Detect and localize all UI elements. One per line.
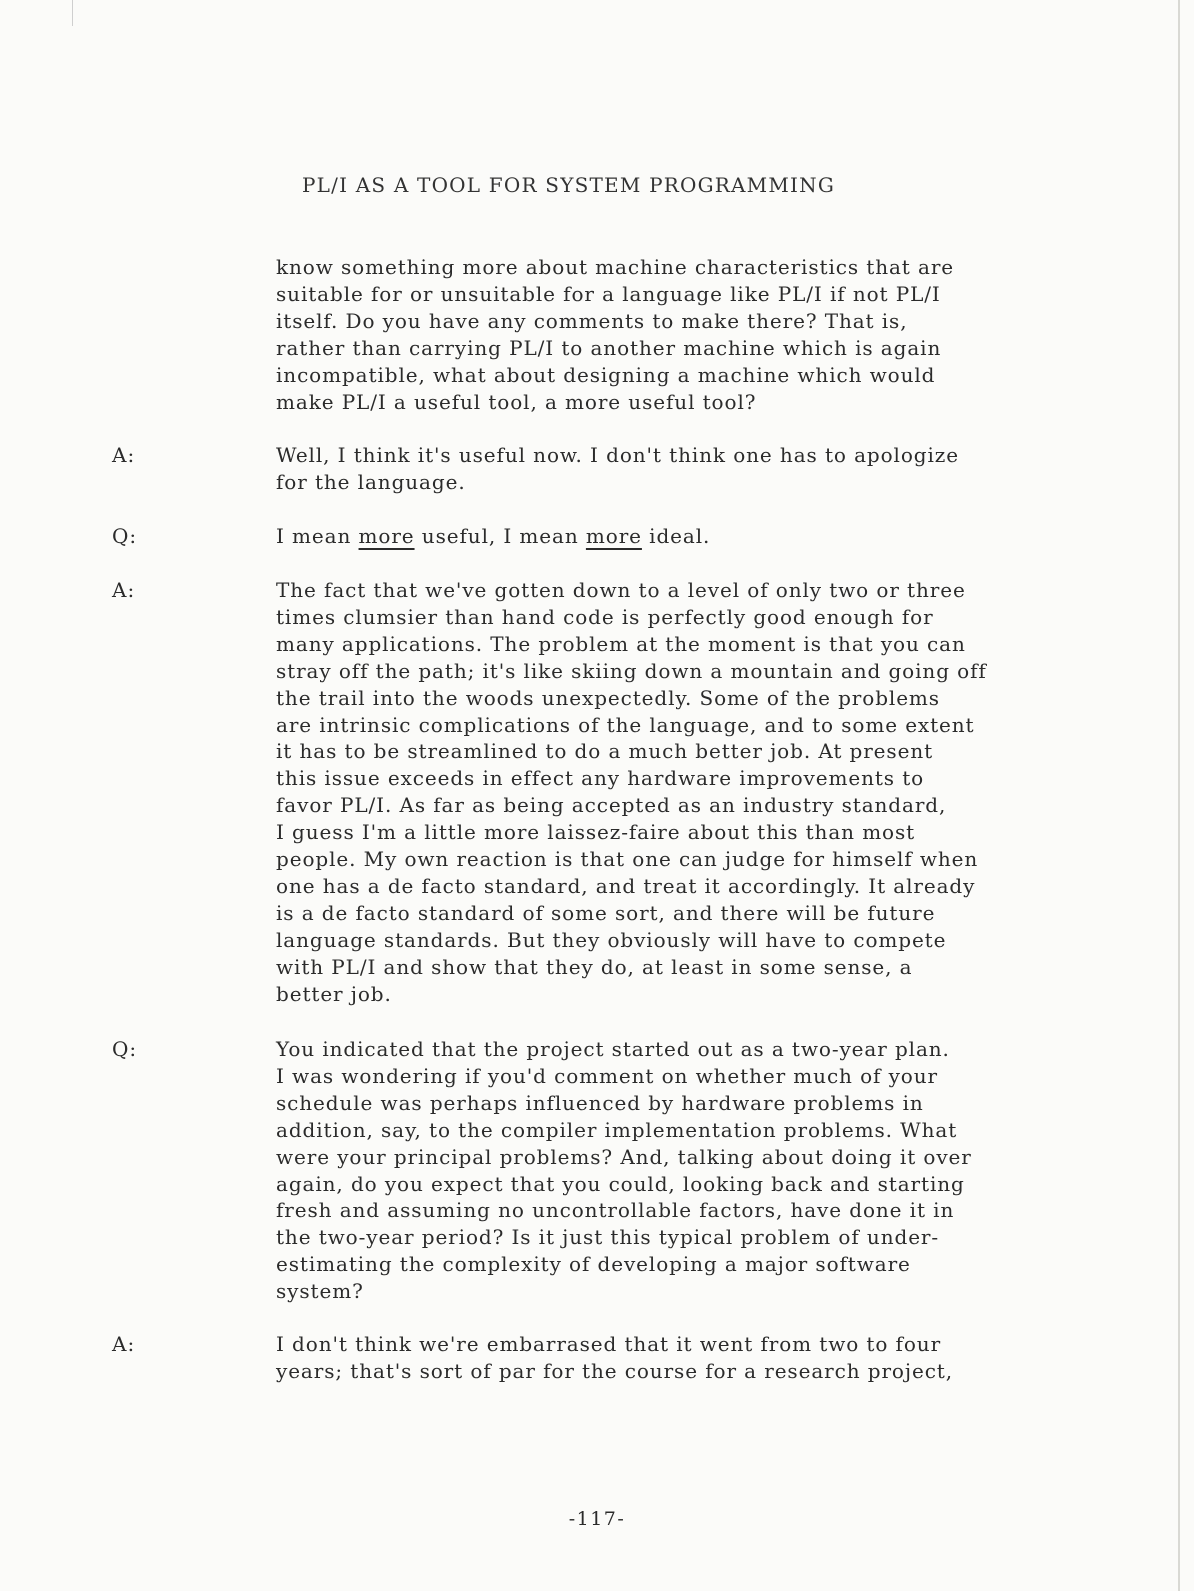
text-line: are intrinsic complications of the language, and to some extent — [276, 712, 975, 737]
text-segment: ideal. — [641, 524, 711, 548]
text-line: people. My own reaction is that one can judge for himself when — [276, 847, 979, 872]
text-line: better job. — [276, 981, 392, 1006]
text-line: make PL/I a useful tool, a more useful tool? — [276, 389, 757, 414]
text-line: schedule was perhaps influenced by hardware problems in — [276, 1090, 924, 1115]
text-line: times clumsier than hand code is perfectly good enough for — [276, 604, 934, 629]
text-line — [276, 523, 1066, 550]
text-line: know something more about machine characteristics that are — [276, 255, 955, 279]
text-line: the two-year period? Is it just this typical problem of under- — [276, 1225, 940, 1250]
text-line: incompatible, what about designing a machine which would — [276, 362, 936, 387]
text-line: years; that's sort of par for the course for a research project, — [276, 1358, 953, 1383]
text-line: this issue exceeds in effect any hardware improvements to — [276, 766, 925, 791]
text-line: many applications. The problem at the moment is that you can — [276, 631, 966, 656]
question-paragraph — [276, 1036, 1066, 1305]
text-line: stray off the path; it's like skiing down a mountain and going off — [276, 658, 987, 683]
text-line: again, do you expect that you could, looking back and starting — [276, 1171, 965, 1196]
text-line: suitable for or unsuitable for a language like PL/I if not PL/I — [276, 281, 941, 306]
text-line: language standards. But they obviously will have to compete — [276, 927, 947, 952]
page-number: -117- — [568, 1508, 626, 1530]
answer-paragraph — [276, 442, 1066, 496]
speaker-label: A: — [112, 443, 136, 467]
speaker-label: A: — [112, 1332, 136, 1356]
text-line: for the language. — [276, 469, 466, 494]
scan-edge-mark — [72, 0, 73, 26]
text-line: I was wondering if you'd comment on whether much of your — [276, 1063, 938, 1088]
text-line: it has to be streamlined to do a much better job. At present — [276, 739, 934, 764]
text-line: is a de facto standard of some sort, and there will be future — [276, 900, 936, 925]
continuation-paragraph — [276, 254, 1066, 415]
text-line: with PL/I and show that they do, at least in some sense, a — [276, 954, 913, 979]
text-line: fresh and assuming no uncontrollable factors, have done it in — [276, 1198, 955, 1223]
running-head: PL/I AS A TOOL FOR SYSTEM PROGRAMMING — [302, 173, 836, 197]
text-line: one has a de facto standard, and treat it accordingly. It already — [276, 873, 976, 898]
text-line: You indicated that the project started out as a two-year plan. — [276, 1037, 950, 1061]
text-line: I guess I'm a little more laissez-faire about this than most — [276, 820, 916, 845]
text-line: Well, I think it's useful now. I don't think one has to apologize — [276, 443, 959, 467]
text-line: I don't think we're embarrased that it went from two to four — [276, 1332, 942, 1356]
text-segment: useful, I mean — [414, 524, 586, 548]
text-line: estimating the complexity of developing a major software — [276, 1252, 911, 1277]
text-line: the trail into the woods unexpectedly. Some of the problems — [276, 685, 940, 710]
emphasis-more: more — [358, 524, 415, 548]
text-segment: I mean — [276, 524, 359, 548]
speaker-label: Q: — [112, 524, 138, 548]
emphasis-more: more — [585, 524, 642, 548]
text-line: rather than carrying PL/I to another machine which is again — [276, 335, 942, 360]
text-line: favor PL/I. As far as being accepted as an industry standard, — [276, 793, 947, 818]
text-line: The fact that we've gotten down to a level of only two or three — [276, 578, 966, 602]
text-line: system? — [276, 1279, 364, 1304]
answer-paragraph — [276, 577, 1066, 1008]
question-paragraph — [276, 523, 1066, 550]
text-line: addition, say, to the compiler implementation problems. What — [276, 1117, 958, 1142]
speaker-label: Q: — [112, 1037, 138, 1061]
answer-paragraph — [276, 1331, 1066, 1385]
page-edge — [1178, 0, 1180, 1591]
speaker-label: A: — [112, 578, 136, 602]
text-line: were your principal problems? And, talking about doing it over — [276, 1144, 972, 1169]
text-line: itself. Do you have any comments to make there? That is, — [276, 308, 908, 333]
